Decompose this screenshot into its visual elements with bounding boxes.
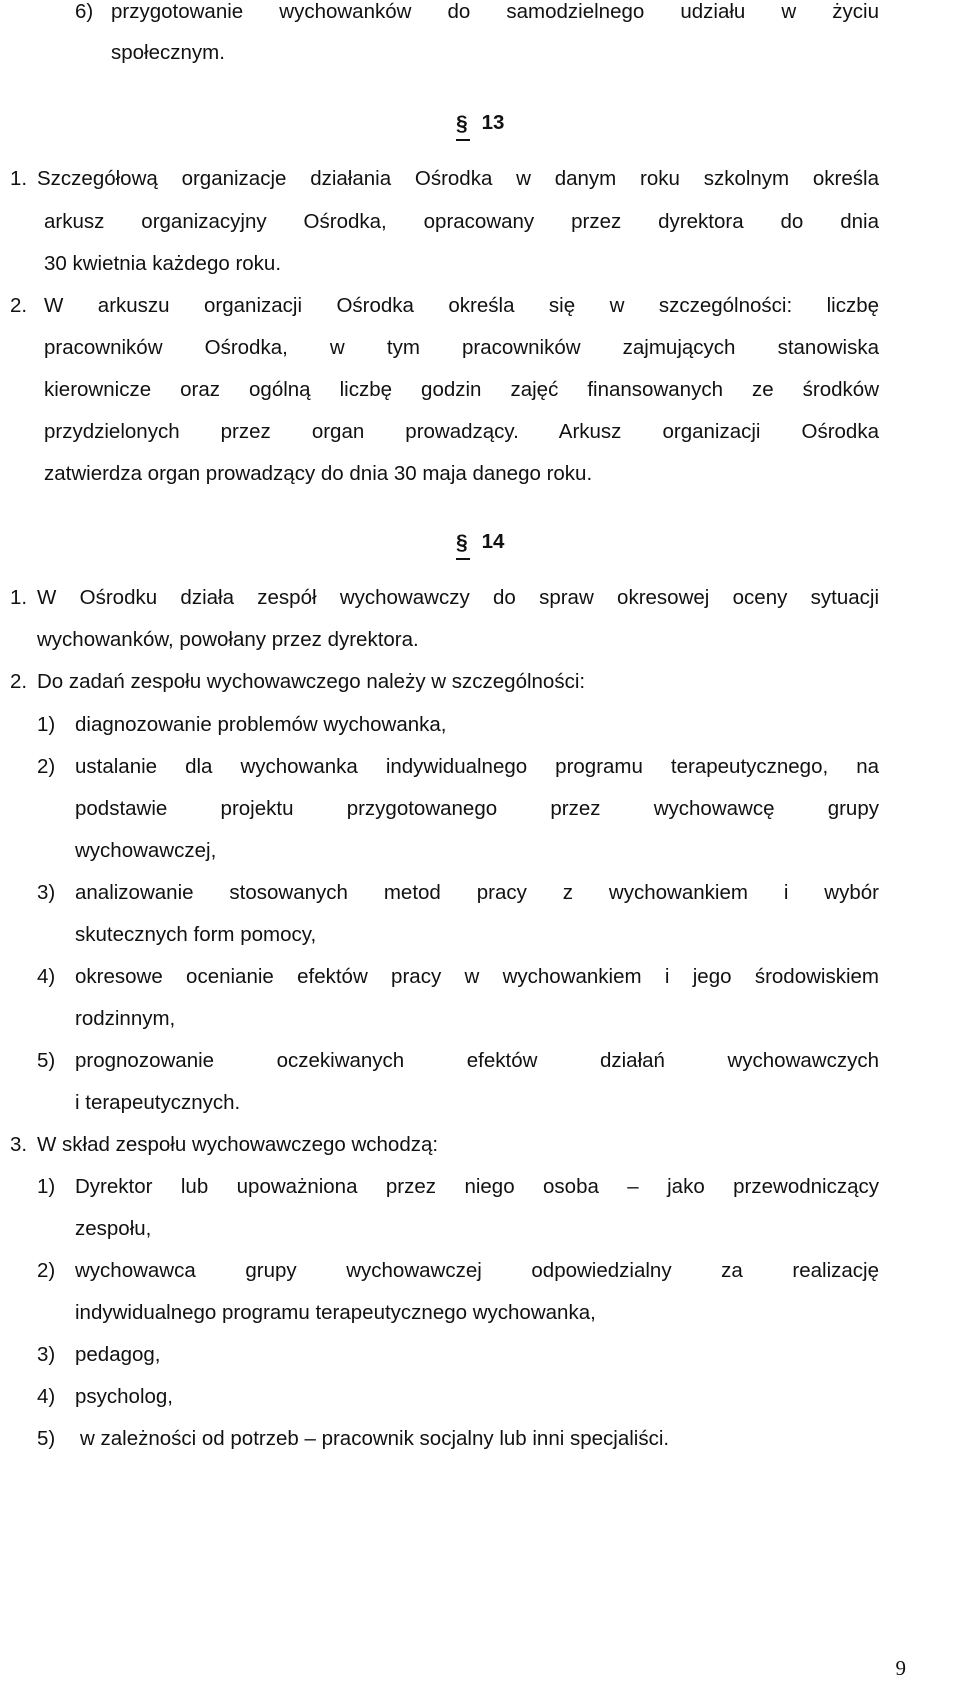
paragraph-heading (0, 527, 960, 557)
text-line: społecznym. (111, 41, 225, 64)
list-marker: 2. (10, 294, 28, 317)
sublist-marker: 1) (37, 1175, 56, 1198)
sublist-marker: 2) (37, 755, 56, 778)
text-line: W skład zespołu wychowawczego wchodzą: (37, 1133, 439, 1156)
section-sign-icon (456, 108, 470, 142)
text-line: prognozowanie oczekiwanych efektów działań wychowawczych (75, 1049, 879, 1072)
text-line: 30 kwietnia każdego roku. (44, 252, 282, 275)
paragraph-number: 14 (481, 530, 505, 553)
text-line: W Ośrodku działa zespół wychowawczy do spraw okresowej oceny sytuacji (37, 586, 879, 609)
text-line: zatwierdza organ prowadzący do dnia 30 maja danego roku. (44, 462, 593, 485)
sublist-marker: 3) (37, 881, 56, 904)
svg-text:§: § (455, 112, 468, 135)
svg-text:§: § (455, 531, 468, 554)
text-line: diagnozowanie problemów wychowanka, (75, 713, 447, 736)
sublist-marker: 4) (37, 965, 56, 988)
section-sign-icon (456, 527, 470, 561)
sublist-marker: 5) (37, 1049, 56, 1072)
paragraph-number: 13 (481, 111, 505, 134)
text-line: przydzielonych przez organ prowadzący. Arkusz organizacji Ośrodka (44, 420, 879, 443)
text-line: W arkuszu organizacji Ośrodka określa się w szczególności: liczbę (44, 294, 879, 317)
text-line: Do zadań zespołu wychowawczego należy w szczególności: (37, 670, 586, 693)
text-line: indywidualnego programu terapeutycznego wychowanka, (75, 1301, 596, 1324)
text-line: ustalanie dla wychowanka indywidualnego programu terapeutycznego, na (75, 755, 879, 778)
text-line: i terapeutycznych. (75, 1091, 241, 1114)
text-line: arkusz organizacyjny Ośrodka, opracowany przez dyrektora do dnia (44, 210, 879, 233)
text-line: pedagog, (75, 1343, 161, 1366)
text-line: skutecznych form pomocy, (75, 923, 317, 946)
text-line: rodzinnym, (75, 1007, 176, 1030)
sublist-marker: 3) (37, 1343, 56, 1366)
text-line: kierownicze oraz ogólną liczbę godzin zajęć finansowanych ze środków (44, 378, 879, 401)
page-number: 9 (895, 1656, 906, 1680)
list-marker: 3. (10, 1133, 28, 1156)
sublist-marker: 2) (37, 1259, 56, 1282)
text-line: pracowników Ośrodka, w tym pracowników zajmujących stanowiska (44, 336, 879, 359)
sublist-marker: 4) (37, 1385, 56, 1408)
list-marker: 1. (10, 167, 28, 190)
text-line: wychowawca grupy wychowawczej odpowiedzialny za realizację (75, 1259, 879, 1282)
sublist-marker: 1) (37, 713, 56, 736)
list-marker: 2. (10, 670, 28, 693)
text-line: podstawie projektu przygotowanego przez wychowawcę grupy (75, 797, 879, 820)
text-line: Dyrektor lub upoważniona przez niego osoba – jako przewodniczący (75, 1175, 879, 1198)
text-line: Szczegółową organizacje działania Ośrodka w danym roku szkolnym określa (37, 167, 879, 190)
list-marker: 6) (75, 0, 94, 23)
sublist-marker: 5) (37, 1427, 56, 1450)
text-line: w zależności od potrzeb – pracownik socjalny lub inni specjaliści. (80, 1427, 670, 1450)
text-line: przygotowanie wychowanków do samodzielnego udziału w życiu (111, 0, 879, 23)
text-line: analizowanie stosowanych metod pracy z wychowankiem i wybór (75, 881, 879, 904)
list-marker: 1. (10, 586, 28, 609)
text-line: wychowawczej, (75, 839, 217, 862)
text-line: zespołu, (75, 1217, 152, 1240)
text-line: okresowe ocenianie efektów pracy w wychowankiem i jego środowiskiem (75, 965, 879, 988)
paragraph-heading (0, 108, 960, 138)
text-line: wychowanków, powołany przez dyrektora. (37, 628, 419, 651)
text-line: psycholog, (75, 1385, 174, 1408)
